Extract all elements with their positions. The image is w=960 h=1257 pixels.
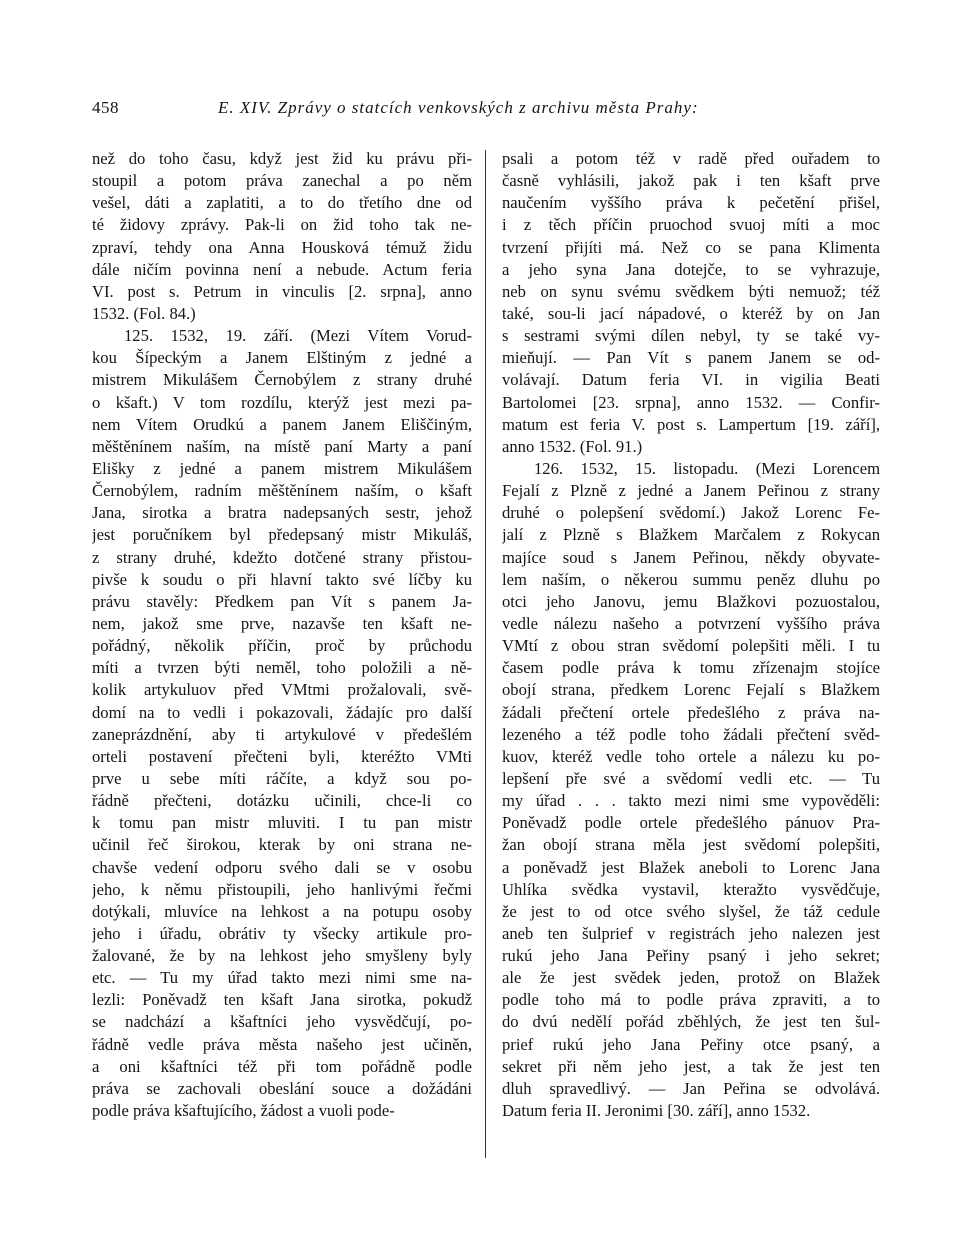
text-line: než do toho času, když jest žid ku právu při- xyxy=(92,149,472,168)
text-line: i z těch příčin pruochod svuoj míti a moc xyxy=(502,215,880,235)
text-line: VMtí z obou stran svědomí polepšiti měli. I tu xyxy=(502,636,880,656)
text-line: jeho i úřadu, obrátiv ty všecky artikule pro- xyxy=(92,923,472,943)
text-line: rukú jeho Jana Peřiny psaný i jeho sekret; xyxy=(502,946,880,966)
text-line: mistrem Mikulášem Černobýlem z strany druhé xyxy=(92,370,472,390)
text-line: stoupil a potom práva zanechal a po něm xyxy=(92,171,472,191)
text-line: žalované, že by na lehkost jeho smyšleny byly xyxy=(92,946,472,966)
column-divider xyxy=(485,150,486,1158)
text-line: se nadchází a kšaftníci jeho vysvědčují, po- xyxy=(92,1012,472,1032)
text-line: prve u sebe míti ráčíte, a když sou po- xyxy=(92,768,472,788)
text-line: Černobýlem, radním měštěnínem naším, o kšaft xyxy=(92,481,472,501)
text-line: právu stavěly: Předkem pan Vít s panem Ja- xyxy=(92,591,472,611)
left-column xyxy=(92,148,472,1122)
text-line: práva se zachovali obeslání souce a dožádáni xyxy=(92,1078,472,1098)
text-line: chavše vedení odporu svého dali se v osobu xyxy=(92,857,472,877)
text-line: vešel, dáti a zaplatiti, a to do třetího dne od xyxy=(92,193,472,213)
text-line: jalí z Plzně s Blažkem Marčalem z Rokycan xyxy=(502,525,880,545)
text-line: VI. post s. Petrum in vinculis [2. srpna], anno xyxy=(92,281,472,301)
text-line: prief rukú jeho Jana Peřiny otce psaný, a xyxy=(502,1034,880,1054)
text-line: lezli: Poněvadž ten kšaft Jana sirotka, pokudž xyxy=(92,990,472,1010)
text-line: učinil řeč širokou, kterak by oni strana ne- xyxy=(92,835,472,855)
text-line: lepšení pře své a svědomí vedli etc. — Tu xyxy=(502,768,880,788)
text-line: podle práva kšaftujícího, žádost a vuoli pode- xyxy=(92,1101,395,1121)
text-line: s sestrami svými dílen nebyl, ty se také vy- xyxy=(502,326,880,346)
text-line: jest poručníkem byl předepsaný mistr Mikuláš, xyxy=(92,525,472,545)
text-line: 125. 1532, 19. září. (Mezi Vítem Vorud- xyxy=(124,326,472,346)
text-line: měštěnínem naším, na místě paní Marty a paní xyxy=(92,436,472,456)
text-line: psali a potom též v radě před ouřadem to xyxy=(502,149,880,168)
text-line: a oni kšaftníci též při tom pořádně podle xyxy=(92,1056,472,1076)
text-line: Bartolomei [23. srpna], anno 1532. — Confir- xyxy=(502,392,880,412)
text-line: Fejalí z Plzně z jedné a Janem Peřinou z strany xyxy=(502,481,880,501)
text-line: majíce soud s Janem Peřinou, někdy obyvate- xyxy=(502,547,880,567)
text-line: také, sou-li jací nápadové, o kteréž by on Jan xyxy=(502,303,880,323)
text-line: volávají. Datum feria VI. in vigilia Beati xyxy=(502,370,880,390)
text-line: my úřad . . . takto mezi nimi sme vypověděli: xyxy=(502,791,880,811)
text-line: Jana, sirotka a bratra nadepsaných sestr, jehož xyxy=(92,503,472,523)
text-line: Elišky z jedné a panem mistrem Mikulášem xyxy=(92,458,472,478)
text-line: lezeného a též podle toho žádali přečtení svěd- xyxy=(502,724,880,744)
text-line: 1532. (Fol. 84.) xyxy=(92,303,196,323)
text-line: dále ničím povinna není a nebude. Actum feria xyxy=(92,259,472,279)
text-line: 126. 1532, 15. listopadu. (Mezi Lorencem xyxy=(534,458,880,478)
text-line: žádali přečtení ortele předešlého z práva na- xyxy=(502,702,880,722)
text-line: kolik artykuluov před VMtmi prožalovali, svě- xyxy=(92,680,472,700)
running-header xyxy=(92,98,882,124)
text-line: dluh spravedlivý. — Jan Peřina se odvolává. xyxy=(502,1078,880,1098)
text-line: časem podle práva k tomu zřízenajm stojíce xyxy=(502,658,880,678)
text-line: mieňují. — Pan Vít s panem Janem se od- xyxy=(502,348,880,368)
text-line: anno 1532. (Fol. 91.) xyxy=(502,436,643,456)
text-line: časně vyhlásili, jakož pak i ten kšaft prve xyxy=(502,171,880,191)
text-line: vedle nálezu našeho a potvrzení vyššího práva xyxy=(502,613,880,633)
text-line: Poněvadž podle ortele předešlého pánuov Pra- xyxy=(502,813,880,833)
text-line: řádně přečteni, dotázku učinili, chce-li co xyxy=(92,791,472,811)
text-line: pořádný, několik příčin, proč by průchodu xyxy=(92,636,472,656)
text-line: zaneprázdnění, aby ti artykulové v předešlém xyxy=(92,724,472,744)
text-line: domí na to vedli i pokazovali, žádajíc pro další xyxy=(92,702,472,722)
text-line: druhé o polepšení svědomí.) Jakož Lorenc Fe- xyxy=(502,503,880,523)
text-line: nem, jakož sme prve, nazavše ten kšaft ne- xyxy=(92,613,472,633)
text-line: žan obojí strana měla jest svědomí polepšiti, xyxy=(502,835,880,855)
text-line: neb on synu svému svědkem býti nemuož; též xyxy=(502,281,880,301)
text-line: k tomu pan mistr mluviti. I tu pan mistr xyxy=(92,813,472,833)
text-line: ale že jest svědek jeden, protož on Blažek xyxy=(502,968,880,988)
text-line: a jeho syna Jana dotejče, to se vyhrazuje, xyxy=(502,259,880,279)
page-number: 458 xyxy=(92,98,119,117)
text-line: pivše k soudu o při hlavní takto své líčby ku xyxy=(92,569,472,589)
text-line: jeho, k němu přistoupili, jeho hanlivými řečmi xyxy=(92,879,472,899)
text-line: do dvú nedělí pořád zběhlých, že jest ten šul- xyxy=(502,1012,880,1032)
text-line: tvrzení přijíti má. Než co se pana Klimenta xyxy=(502,237,880,257)
text-line: a poněvadž jest Blažek aneboli to Lorenc Jana xyxy=(502,857,880,877)
text-line: kuov, kteréž vedle toho ortele a nálezu ku po- xyxy=(502,746,880,766)
text-line: míti a tvrzen býti neměl, toho položili a ně- xyxy=(92,658,472,678)
text-line: lem naším, o někerou summu peněz dluhu po xyxy=(502,569,880,589)
text-line: zpraví, tehdy ona Anna Housková témuž židu xyxy=(92,237,472,257)
text-line: Uhlíka svědka vystavil, kteražto vysvědčuje, xyxy=(502,879,880,899)
text-line: nem Vítem Orudkú a panem Janem Eliščiným, xyxy=(92,414,472,434)
text-line: dotýkali, mluvíce na lehkost a na potupu osoby xyxy=(92,901,472,921)
text-line: naučením vyššího práva k pečetění přišel, xyxy=(502,193,880,213)
text-line: aneb ten šulprief v registrách jeho nalezen jest xyxy=(502,923,880,943)
text-line: kou Šípeckým a Janem Elštiným z jedné a xyxy=(92,348,472,368)
running-title: E. XIV. Zprávy o statcích venkovských z archivu města Prahy: xyxy=(218,98,699,117)
text-line: matum est feria V. post s. Lampertum [19. září], xyxy=(502,414,880,434)
text-line: té židovy zprávy. Pak-li on žid toho tak ne- xyxy=(92,215,472,235)
text-line: řádně vedle práva města našeho jest učiněn, xyxy=(92,1034,472,1054)
text-line: Datum feria II. Jeronimi [30. září], anno 1532. xyxy=(502,1101,811,1121)
text-line: etc. — Tu my úřad takto mezi nimi sme na- xyxy=(92,968,472,988)
text-line: o kšaft.) V tom rozdílu, kterýž jest mezi pa- xyxy=(92,392,472,412)
text-line: sekret při něm jeho jest, a tak že jest ten xyxy=(502,1056,880,1076)
right-column xyxy=(502,148,880,1122)
text-line: že jest to od otce svého slyšel, že táž cedule xyxy=(502,901,880,921)
text-line: orteli postavení přečteni byli, kteréžto VMti xyxy=(92,746,472,766)
text-line: podle toho má to podle práva zpraviti, a to xyxy=(502,990,880,1010)
text-line: otci jeho Janovu, jemu Blažkovi pozuostalou, xyxy=(502,591,880,611)
text-line: obojí strana, předkem Lorenc Fejalí s Blažkem xyxy=(502,680,880,700)
text-line: z strany druhé, kdežto dotčené strany přistou- xyxy=(92,547,472,567)
